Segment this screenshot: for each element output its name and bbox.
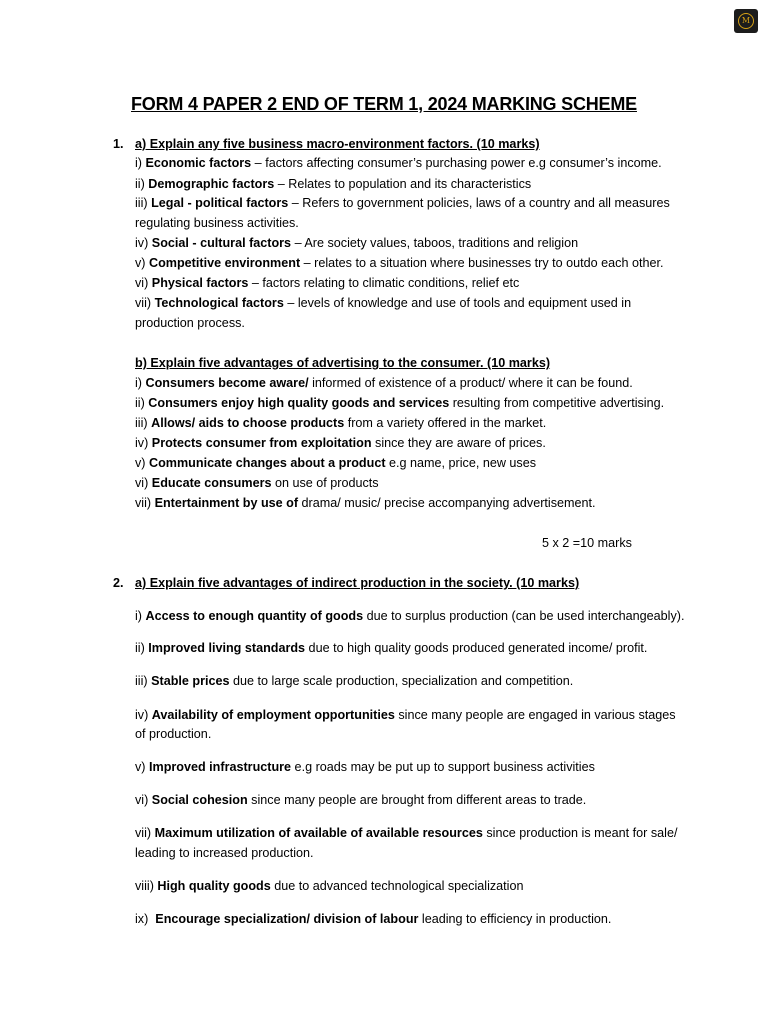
item-numeral: iv) <box>135 436 152 450</box>
item-numeral: ii) <box>135 641 149 655</box>
item-explanation: – Are society values, taboos, traditions and religion <box>291 236 579 250</box>
question-number-2: 2. <box>113 576 124 590</box>
item-explanation: – relates to a situation where businesses try to outdo each other. <box>300 256 664 270</box>
list-item <box>135 435 546 451</box>
item-explanation: leading to efficiency in production. <box>418 912 612 926</box>
item-explanation: – Refers to government policies, laws of a country and all measures <box>288 196 670 210</box>
item-numeral: ii) <box>135 177 149 191</box>
list-item <box>135 495 596 511</box>
item-explanation: since production is meant for sale/ <box>482 826 678 840</box>
item-numeral: ix) <box>135 912 156 926</box>
item-key-term: Physical factors <box>151 276 249 290</box>
item-key-term: Improved living standards <box>148 641 306 655</box>
item-numeral: iv) <box>135 708 152 722</box>
item-numeral: iii) <box>135 196 152 210</box>
list-item <box>135 235 578 251</box>
list-item <box>135 878 523 894</box>
item-numeral: v) <box>135 256 149 270</box>
list-item <box>135 255 664 271</box>
item-numeral: vii) <box>135 496 155 510</box>
item-key-term: Improved infrastructure <box>149 760 292 774</box>
item-explanation: – factors relating to climatic conditions, relief etc <box>248 276 520 290</box>
list-item <box>135 155 662 171</box>
page-title: FORM 4 PAPER 2 END OF TERM 1, 2024 MARKING SCHEME <box>131 94 637 114</box>
logo-emblem-icon <box>738 13 754 29</box>
item-explanation: since they are aware of prices. <box>371 436 546 450</box>
item-explanation: due to high quality goods produced generated income/ profit. <box>305 641 648 655</box>
item-key-term: Encourage specialization/ division of labour <box>155 912 419 926</box>
item-key-term: Competitive environment <box>149 256 301 270</box>
q2a-heading: a) Explain five advantages of indirect production in the society. (10 marks) <box>135 576 580 590</box>
publisher-logo <box>734 9 758 33</box>
list-item-continuation: regulating business activities. <box>135 216 299 230</box>
list-item <box>135 825 677 841</box>
item-key-term: Allows/ aids to choose products <box>151 416 345 430</box>
item-numeral: iii) <box>135 416 152 430</box>
list-item <box>135 608 684 624</box>
item-numeral: iii) <box>135 674 152 688</box>
q1a-heading: a) Explain any five business macro-environment factors. (10 marks) <box>135 137 540 151</box>
item-key-term: Demographic factors <box>148 177 275 191</box>
question-number-1: 1. <box>113 137 124 151</box>
list-item <box>135 792 586 808</box>
item-explanation: informed of existence of a product/ where it can be found. <box>308 376 633 390</box>
item-key-term: Economic factors <box>145 156 252 170</box>
item-numeral: viii) <box>135 879 158 893</box>
item-key-term: Entertainment by use of <box>154 496 299 510</box>
item-numeral: ii) <box>135 396 149 410</box>
item-numeral: vii) <box>135 826 155 840</box>
item-key-term: High quality goods <box>157 879 271 893</box>
item-key-term: Technological factors <box>154 296 284 310</box>
list-item <box>135 673 573 689</box>
list-item <box>135 475 379 491</box>
list-item <box>135 275 519 291</box>
item-key-term: Communicate changes about a product <box>149 456 386 470</box>
item-numeral: vii) <box>135 296 155 310</box>
item-key-term: Availability of employment opportunities <box>151 708 395 722</box>
item-key-term: Maximum utilization of available of available resources <box>154 826 483 840</box>
item-explanation: – factors affecting consumer’s purchasing power e.g consumer’s income. <box>251 156 662 170</box>
list-item <box>135 415 546 431</box>
item-explanation: due to large scale production, specialization and competition. <box>229 674 574 688</box>
logo-letter: M <box>741 16 751 25</box>
list-item <box>135 759 595 775</box>
item-numeral: v) <box>135 760 149 774</box>
item-numeral: vi) <box>135 476 152 490</box>
item-explanation: on use of products <box>271 476 379 490</box>
list-item-continuation: of production. <box>135 727 212 741</box>
item-explanation: since many people are engaged in various stages <box>394 708 676 722</box>
item-numeral: i) <box>135 156 146 170</box>
item-explanation: – Relates to population and its characteristics <box>274 177 532 191</box>
marks-note: 5 x 2 =10 marks <box>542 536 632 550</box>
item-numeral: iv) <box>135 236 152 250</box>
list-item <box>135 911 611 927</box>
list-item <box>135 375 633 391</box>
item-explanation: e.g roads may be put up to support business activities <box>291 760 595 774</box>
item-numeral: vi) <box>135 793 152 807</box>
list-item <box>135 640 647 656</box>
item-explanation: – levels of knowledge and use of tools and equipment used in <box>283 296 632 310</box>
item-key-term: Social - cultural factors <box>151 236 292 250</box>
item-key-term: Consumers become aware/ <box>145 376 309 390</box>
list-item <box>135 195 670 211</box>
item-explanation: since many people are brought from different areas to trade. <box>247 793 587 807</box>
item-explanation: from a variety offered in the market. <box>344 416 547 430</box>
item-key-term: Protects consumer from exploitation <box>151 436 372 450</box>
item-key-term: Educate consumers <box>151 476 272 490</box>
item-explanation: drama/ music/ precise accompanying advertisement. <box>298 496 596 510</box>
item-explanation: due to surplus production (can be used interchangeably). <box>363 609 685 623</box>
item-key-term: Legal - political factors <box>151 196 289 210</box>
item-explanation: due to advanced technological specialization <box>270 879 524 893</box>
item-numeral: i) <box>135 609 146 623</box>
item-numeral: i) <box>135 376 146 390</box>
item-key-term: Access to enough quantity of goods <box>145 609 364 623</box>
item-explanation: e.g name, price, new uses <box>385 456 537 470</box>
list-item <box>135 395 664 411</box>
item-explanation: resulting from competitive advertising. <box>449 396 665 410</box>
item-numeral: v) <box>135 456 149 470</box>
list-item-continuation: production process. <box>135 316 245 330</box>
list-item <box>135 455 536 471</box>
q1b-heading: b) Explain five advantages of advertising to the consumer. (10 marks) <box>135 356 551 370</box>
list-item <box>135 295 631 311</box>
item-key-term: Social cohesion <box>151 793 248 807</box>
list-item-continuation: leading to increased production. <box>135 846 314 860</box>
list-item <box>135 176 531 192</box>
item-numeral: vi) <box>135 276 152 290</box>
list-item <box>135 707 676 723</box>
item-key-term: Consumers enjoy high quality goods and services <box>148 396 450 410</box>
item-key-term: Stable prices <box>151 674 230 688</box>
